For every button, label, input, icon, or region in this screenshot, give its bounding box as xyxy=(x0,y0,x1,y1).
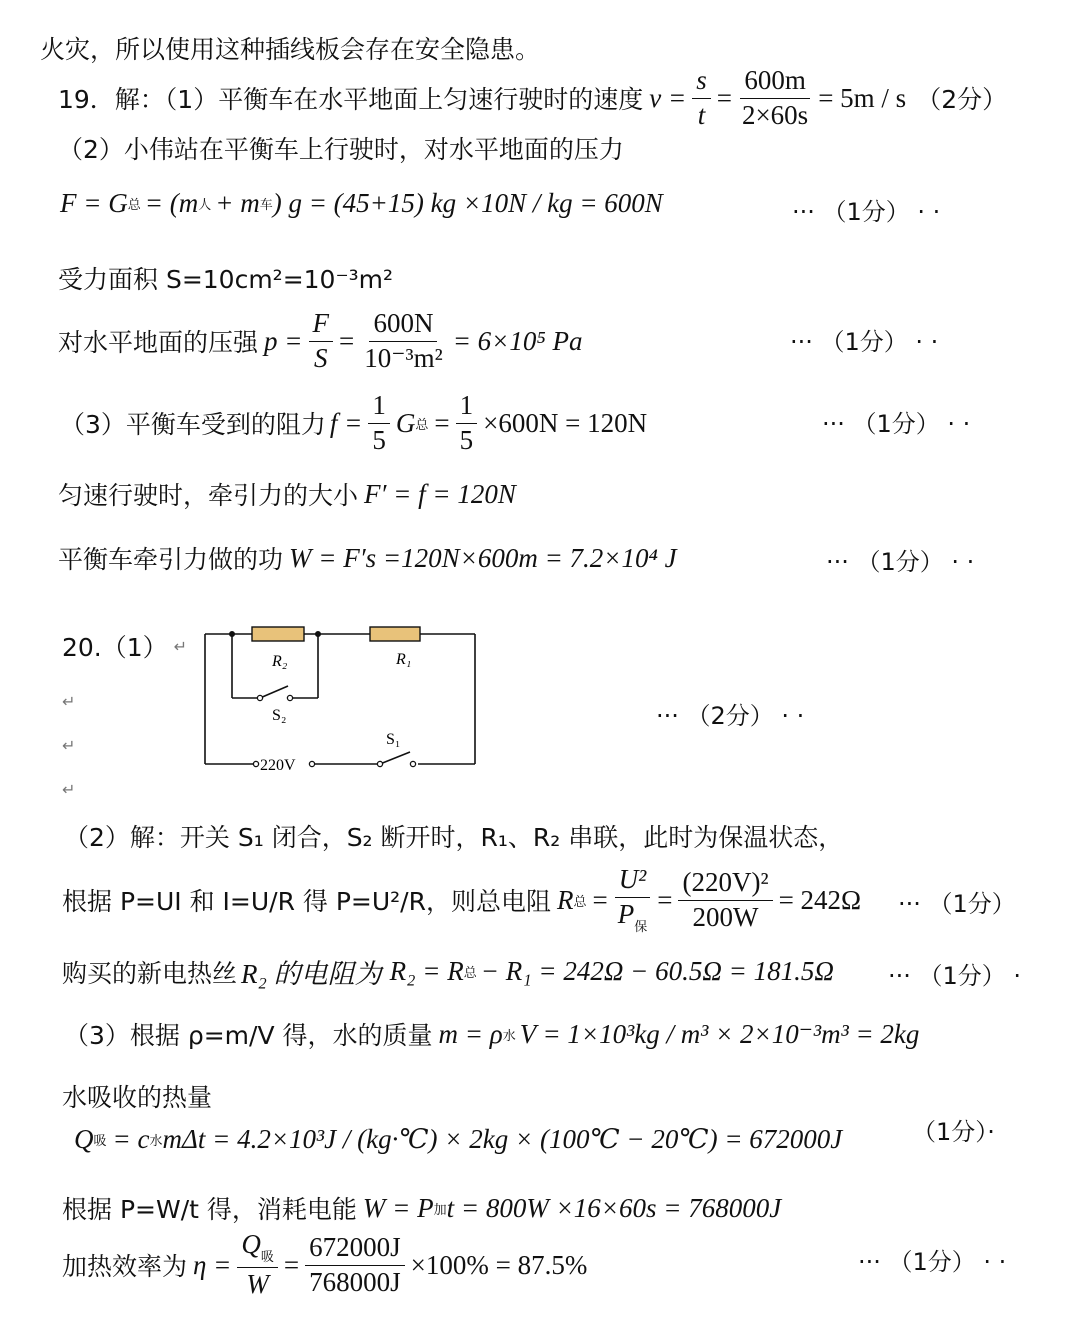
score-circuit: ··· （2分） · · xyxy=(656,702,805,730)
q20-part2-line: （2）解：开关 S₁ 闭合，S₂ 断开时，R₁、R₂ 串联，此时为保温状态， xyxy=(64,823,844,852)
mass-line: （3）根据 ρ=m/V 得，水的质量 m = ρ 水 V = 1×10³kg / m³ × 2×10⁻³m³ = 2kg xyxy=(64,1018,920,1050)
pressure-line: 对水平地面的压强 p = $\frac{F}{S}$ = $\frac{600N}{\text{10⁻³m²}}$ = 6×10⁵ Pa xyxy=(58,307,583,373)
heat-label-line: 水吸收的热量 xyxy=(62,1083,213,1112)
score-r2: ··· （1分） · xyxy=(888,962,1022,990)
force-equation: F = G 总 = (m 人 + m 车 ) g = (45+15) kg ×10N / kg = 600N xyxy=(60,188,663,218)
resistance-force-line: （3）平衡车受到的阻力 f = $\frac{1}{5}$ G 总 = $\frac{1}{5}$ ×600N = 120N xyxy=(60,389,648,455)
r2-line: 购买的新电热丝 R₂ 的电阻为 R₂ = R 总 − R₁ = 242Ω − 60.5Ω = 181.5Ω xyxy=(62,956,834,989)
resistor-r2 xyxy=(252,627,304,641)
label-s1: S₁ xyxy=(386,731,401,748)
label-source: 220V xyxy=(260,757,296,774)
score-pressure: ··· （1分） · · xyxy=(790,328,939,356)
score-total-resistance: ··· （1分） xyxy=(898,890,1016,918)
traction-line: 匀速行驶时，牵引力的大小 F′ = f = 120N xyxy=(58,478,516,510)
heat-equation: Q 吸 = c 水 mΔt = 4.2×10³J / (kg·℃) × 2kg × (100℃ − 20℃) = 672000J xyxy=(74,1124,843,1154)
fraction-s-over-t: $\frac{s}{t}$ xyxy=(692,66,711,130)
energy-line: 根据 P=W/t 得，消耗电能 W = P 加 t = 800W ×16×60s = 768000J xyxy=(62,1192,782,1224)
efficiency-line: 加热效率为 η = $\frac{Q_吸}{W}$ = $\frac{672000J}{768000J}$ ×100% = 87.5% xyxy=(62,1229,588,1300)
score-work: ··· （1分） · · xyxy=(826,548,975,576)
q20-part1-label: 20.（1） ↵ xyxy=(62,633,188,662)
fraction-u2-over-p: $\frac{\text{U²}}{P_保}$ xyxy=(614,865,652,935)
resistor-r1 xyxy=(370,627,420,641)
label-r1: R₁ xyxy=(396,651,412,668)
area-line: 受力面积 S=10cm²=10⁻³m² xyxy=(58,265,394,294)
circuit-diagram xyxy=(200,620,490,780)
fraction-one-fifth-a: $\frac{1}{5}$ xyxy=(368,391,390,455)
score-resistance-force: ··· （1分） · · xyxy=(822,410,971,438)
fraction-speed: $\frac{600m}{2\times 60s}$ xyxy=(741,64,809,130)
fraction-one-fifth-b: $\frac{1}{5}$ xyxy=(456,391,478,455)
q19-part2-line: （2）小伟站在平衡车上行驶时，对水平地面的压力 xyxy=(58,135,624,164)
score-efficiency: ··· （1分） · · xyxy=(858,1248,1007,1276)
paragraph-marks: ↵ ↵ ↵ xyxy=(62,692,76,799)
fraction-pressure: $\frac{600N}{\text{10⁻³m²}}$ xyxy=(364,307,443,373)
fraction-efficiency: $\frac{672000J}{768000J}$ xyxy=(305,1233,405,1297)
label-r2: R₂ xyxy=(272,653,288,670)
fraction-q-over-w: $\frac{Q_吸}{W}$ xyxy=(237,1230,278,1300)
total-resistance-line: 根据 P=UI 和 I=U/R 得 P=U²/R，则总电阻 R 总 = $\frac{\text{U²}}{P_保}$ = $\frac{\text{(220V)²}}{200W}$ = 242Ω xyxy=(62,864,862,935)
work-line: 平衡车牵引力做的功 W = F′s =120N×600m = 7.2×10⁴ J xyxy=(58,542,677,574)
label-s2: S₂ xyxy=(272,707,287,724)
score-force: ··· （1分） · · xyxy=(792,198,941,226)
q19-speed-line: 19．解：（1）平衡车在水平地面上匀速行驶时的速度 v = $\frac{s}{t}$ = $\frac{600m}{2\times 60s}$ = 5m / s （2分） xyxy=(58,64,1008,130)
fraction-f-over-s: $\frac{F}{S}$ xyxy=(309,309,334,373)
intro-line: 火灾，所以使用这种插线板会存在安全隐患。 xyxy=(40,35,541,64)
fraction-resistance: $\frac{\text{(220V)²}}{200W}$ xyxy=(678,868,772,932)
score-heat: （1分）· xyxy=(912,1118,995,1146)
